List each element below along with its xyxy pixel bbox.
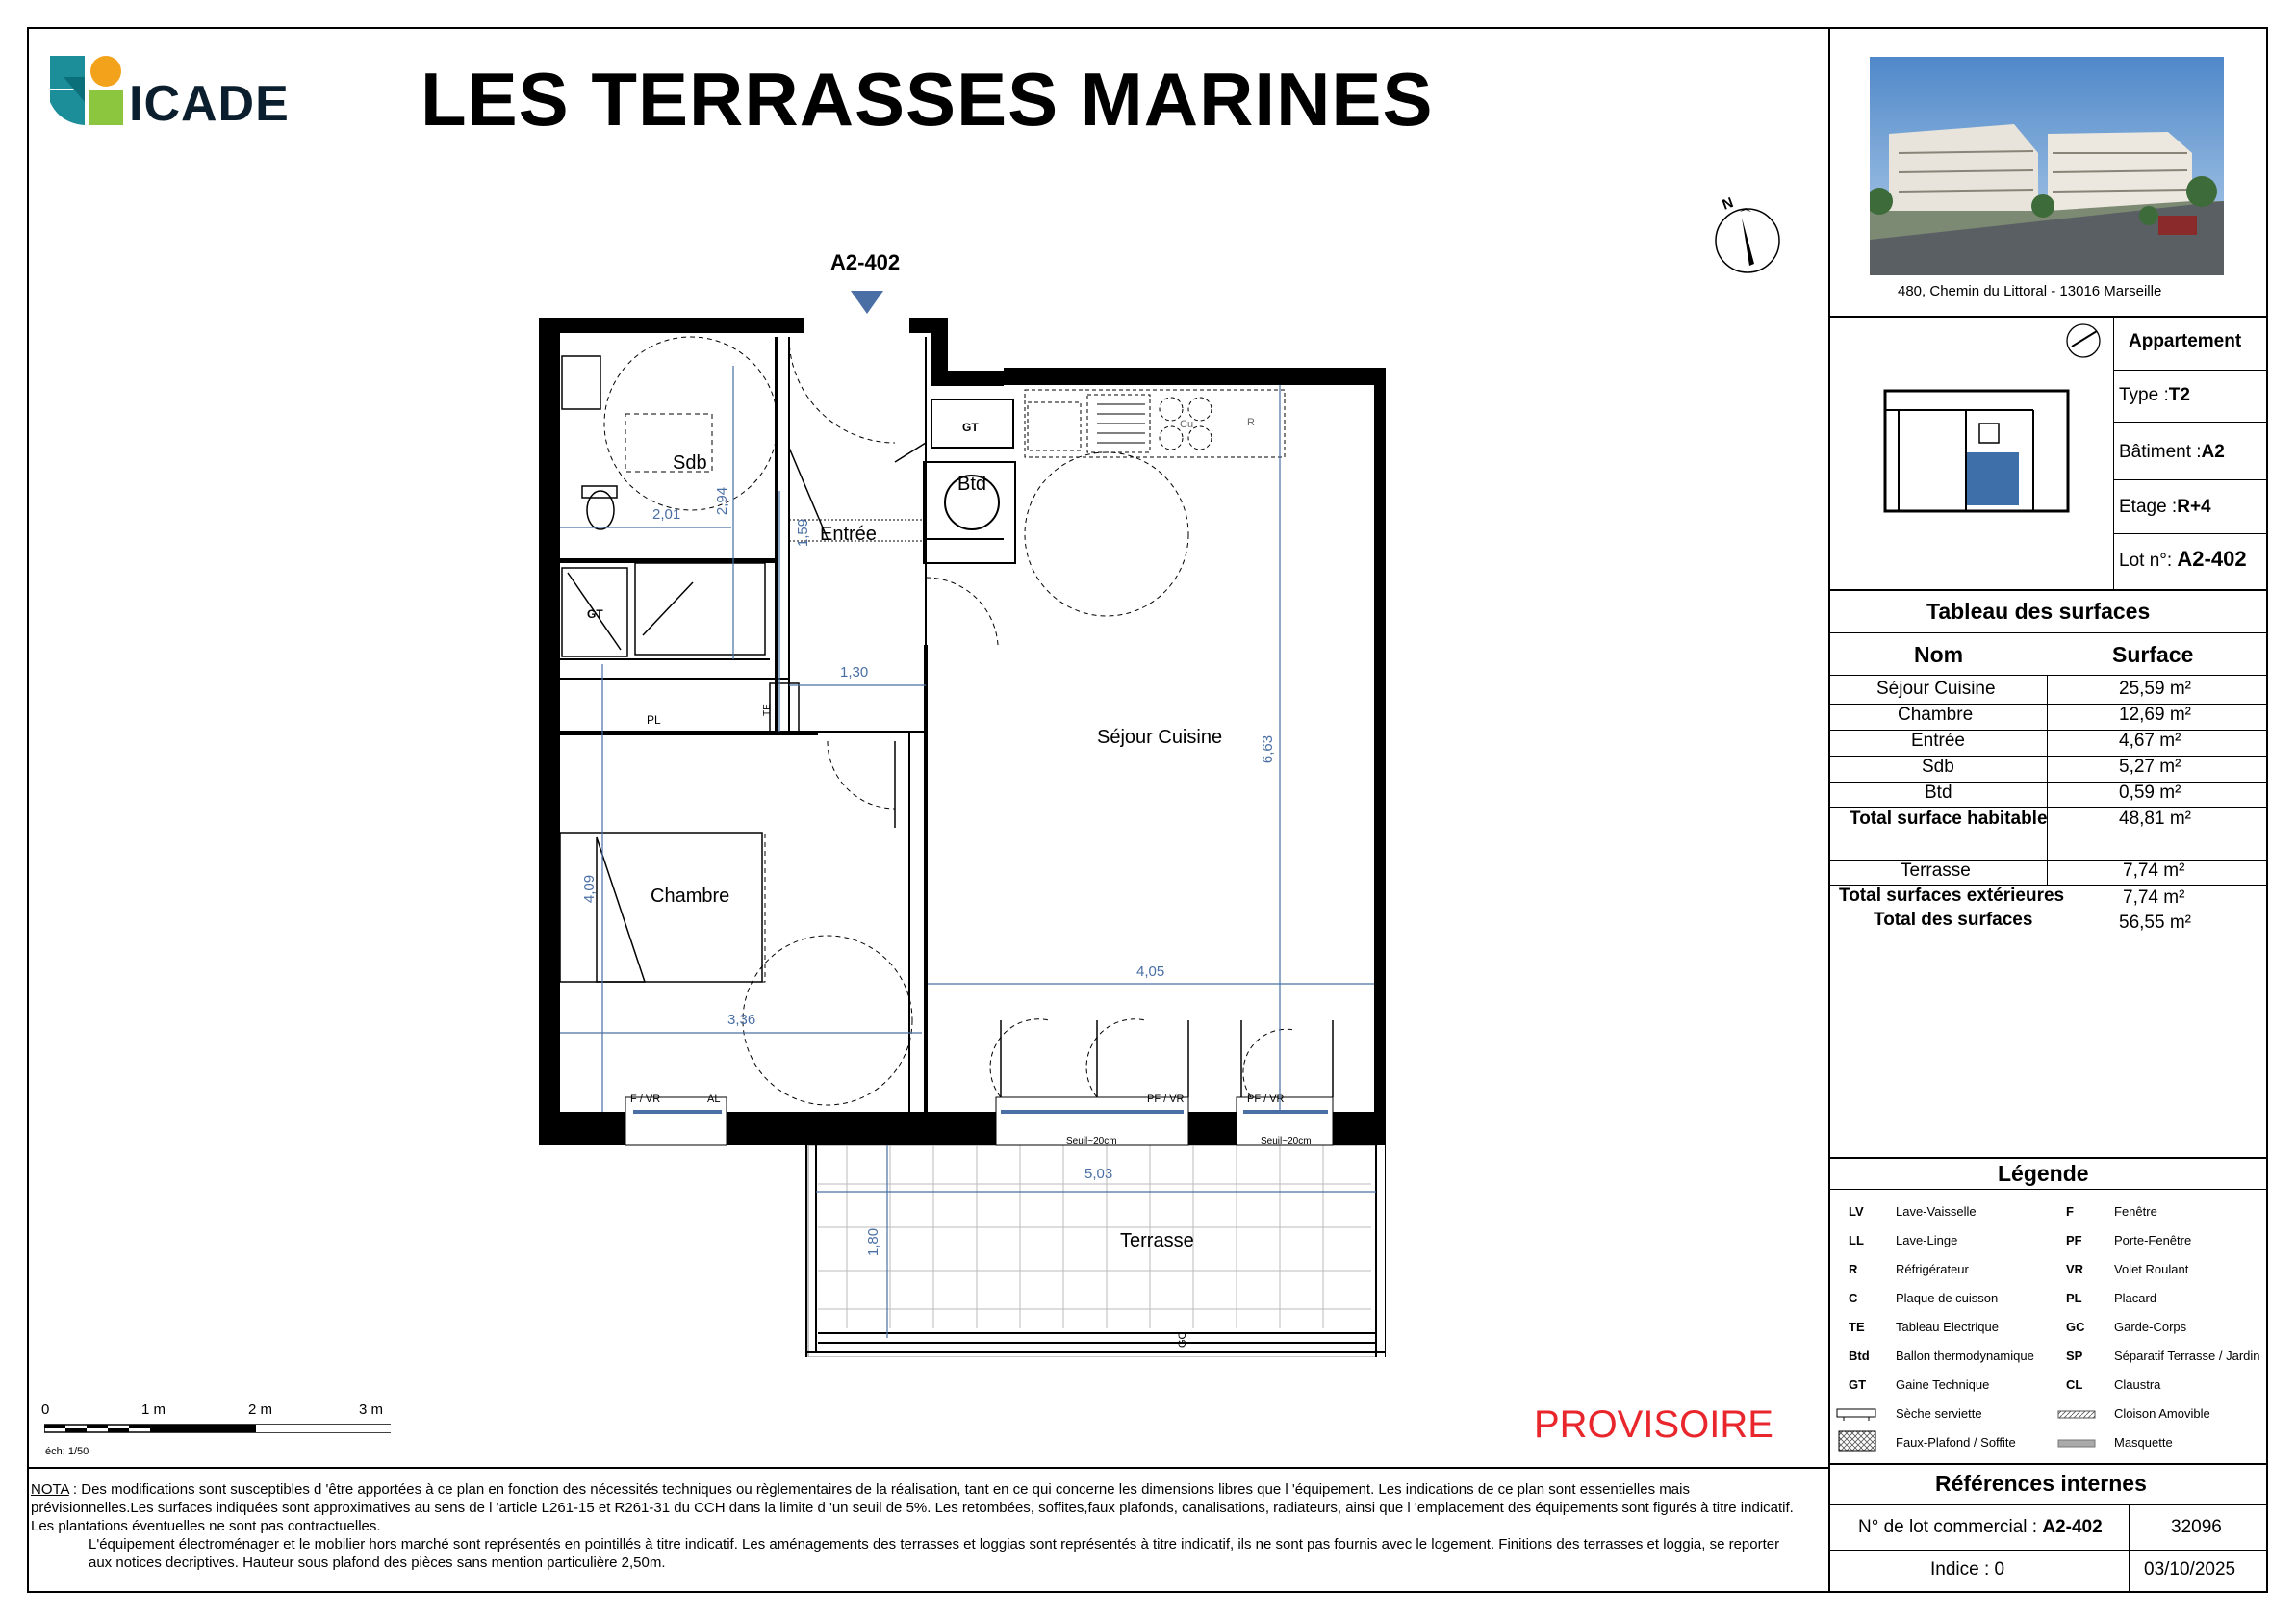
- batiment-field: [2119, 442, 2225, 463]
- surface-row-name: Entrée: [1911, 731, 1965, 751]
- line-surf-1: [1830, 632, 2268, 633]
- room-sdb: Sdb: [673, 452, 707, 474]
- surface-row-name: Chambre: [1898, 705, 1974, 725]
- scale-tick-3: 3 m: [359, 1401, 384, 1418]
- key-plan-north-icon: [2064, 321, 2103, 360]
- lot-marker-icon: [851, 291, 883, 314]
- legend-code: SP: [2066, 1349, 2083, 1363]
- ref-date: 03/10/2025: [2144, 1559, 2236, 1580]
- divider-apt-v: [2113, 317, 2114, 589]
- total-habitable-label: Total surface habitable: [1850, 809, 2048, 829]
- status-provisoire: PROVISOIRE: [1534, 1403, 1773, 1446]
- fridge-label: R: [1247, 417, 1255, 428]
- batiment-label: Bâtiment :: [2119, 442, 2202, 462]
- nota-divider: [27, 1467, 1828, 1469]
- cooktop-label: Cu: [1180, 419, 1194, 430]
- legend-code: CL: [2066, 1377, 2083, 1392]
- lot-marker-label: A2-402: [830, 250, 901, 274]
- legend-label: Fenêtre: [2114, 1204, 2157, 1219]
- room-entree: Entrée: [820, 524, 877, 545]
- faux-plafond-icon: [1838, 1430, 1876, 1452]
- line-legend: [1830, 1189, 2268, 1190]
- key-plan: [1879, 385, 2077, 520]
- legend-code: GC: [2066, 1320, 2085, 1334]
- surface-row-value: 0,59 m²: [2119, 783, 2181, 803]
- legend-code: VR: [2066, 1262, 2084, 1276]
- logo-mark-icon: [50, 54, 127, 131]
- total-ext-label: Total surfaces extérieures: [1839, 886, 2065, 906]
- surface-row-value: 12,69 m²: [2119, 705, 2191, 725]
- lot-field: [2119, 547, 2247, 572]
- line-apt-2: [2113, 422, 2268, 423]
- apartment-heading: Appartement: [2129, 331, 2242, 351]
- line-row: [1830, 704, 2268, 705]
- scale-tick-1: 1 m: [141, 1401, 166, 1418]
- line-surf-2: [1830, 675, 2268, 676]
- seuil-1: Seuil~20cm: [1066, 1136, 1117, 1146]
- nota-block: [31, 1480, 1801, 1572]
- line-ref-1: [1830, 1504, 2268, 1505]
- legend-code: Btd: [1849, 1349, 1870, 1363]
- total-value: 56,55 m²: [2119, 913, 2191, 933]
- legend-code: F: [2066, 1204, 2074, 1219]
- gt-label-sdb: GT: [587, 607, 603, 621]
- surfaces-heading: Tableau des surfaces: [1926, 599, 2151, 624]
- lot-value: A2-402: [2177, 547, 2247, 571]
- seuil-2: Seuil~20cm: [1261, 1136, 1312, 1146]
- dim-2-01: 2,01: [652, 506, 681, 523]
- line-row: [1830, 756, 2268, 757]
- line-row: [1830, 860, 2268, 861]
- legend-label: Cloison Amovible: [2114, 1406, 2210, 1421]
- etage-field: [2119, 497, 2211, 518]
- legend-label: Faux-Plafond / Soffite: [1896, 1435, 2016, 1450]
- legend-label: Garde-Corps: [2114, 1320, 2187, 1334]
- total-ext-value: 7,74 m²: [2123, 887, 2185, 908]
- divider-legend: [1828, 1157, 2268, 1159]
- legend-label: Réfrigérateur: [1896, 1262, 1969, 1276]
- legend-label: Masquette: [2114, 1435, 2173, 1450]
- etage-label: Etage :: [2119, 497, 2178, 517]
- svg-text:N: N: [1720, 194, 1736, 214]
- masquette-icon: [2057, 1439, 2096, 1449]
- line-ref-2: [1830, 1550, 2268, 1551]
- surface-row-value: 25,59 m²: [2119, 679, 2191, 699]
- gc-label: GC: [1177, 1331, 1188, 1348]
- dim-4-05: 4,05: [1136, 964, 1165, 980]
- surface-row-name: Btd: [1925, 783, 1952, 803]
- legend-label: Lave-Vaisselle: [1896, 1204, 1977, 1219]
- seche-serviette-icon: [1836, 1407, 1876, 1421]
- dim-3-36: 3,36: [727, 1012, 756, 1028]
- te-label: TE: [762, 704, 773, 716]
- terrasse-value: 7,74 m²: [2123, 861, 2185, 881]
- scale-tick-2: 2 m: [248, 1401, 273, 1418]
- ref-indice-field: [1930, 1559, 2004, 1581]
- type-field: [2119, 385, 2190, 406]
- nota-text: : Des modifications sont susceptibles d 'être apportées à ce plan en fonction des nécessités techniques ou règlementaires de la réalisation, tant en ce qui concerne les dimensions libres que l 'équipement. Les indications de ce plan sont essentielles mais prévisionnelles.Les surfaces indiquées sont approximatives au sens de l 'article L261-15 et R261-31 du CCH dans la limite d 'un seuil de 5%. Les retombées, soffites,faux plafonds, canalisations, radiateurs, ainsi que l 'emplacement des équipements sont figurés à titre indicatif. Les plantations éventuelles ne sont pas contractuelles.: [31, 1481, 1794, 1534]
- legend-label: Plaque de cuisson: [1896, 1291, 1999, 1305]
- icade-logo: [50, 54, 290, 132]
- dim-6-63: 6,63: [1260, 734, 1277, 764]
- legend-code: TE: [1849, 1320, 1865, 1334]
- legend-label: Volet Roulant: [2114, 1262, 2189, 1276]
- nota-label: NOTA: [31, 1481, 69, 1498]
- surface-row-value: 4,67 m²: [2119, 731, 2181, 751]
- references-heading: Références internes: [1935, 1471, 2147, 1496]
- surface-row-value: 5,27 m²: [2119, 757, 2181, 777]
- legend-label: Porte-Fenêtre: [2114, 1233, 2192, 1247]
- room-chambre: Chambre: [651, 886, 730, 907]
- north-arrow-icon: [1701, 189, 1788, 285]
- gt-label-btd: GT: [962, 421, 979, 434]
- legend-code: R: [1849, 1262, 1858, 1276]
- door-pfvr-2: PF / VR: [1247, 1093, 1285, 1105]
- building-photo: [1870, 57, 2224, 275]
- dim-2-94: 2,94: [714, 486, 731, 516]
- line-row: [1830, 807, 2268, 808]
- room-terrasse: Terrasse: [1120, 1230, 1194, 1251]
- legend-label: Gaine Technique: [1896, 1377, 1990, 1392]
- ref-lot-value: A2-402: [2042, 1517, 2103, 1537]
- ref-indice-label: Indice :: [1930, 1559, 1990, 1580]
- legend-heading: Légende: [1998, 1161, 2089, 1186]
- legend-label: Claustra: [2114, 1377, 2161, 1392]
- legend-code: PL: [2066, 1291, 2082, 1305]
- building-address: 480, Chemin du Littoral - 13016 Marseille: [1898, 283, 2162, 299]
- room-btd: Btd: [957, 474, 987, 495]
- surface-row-name: Sdb: [1922, 757, 1954, 777]
- legend-code: C: [1849, 1291, 1858, 1305]
- dim-1-80: 1,80: [865, 1227, 882, 1257]
- dim-1-30: 1,30: [840, 664, 869, 681]
- page-title: LES TERRASSES MARINES: [421, 57, 1434, 141]
- legend-label: Ballon thermodynamique: [1896, 1349, 2034, 1363]
- ref-code: 32096: [2171, 1517, 2222, 1537]
- type-label: Type :: [2119, 385, 2169, 405]
- legend-label: Tableau Electrique: [1896, 1320, 1999, 1334]
- terrasse-label: Terrasse: [1901, 861, 1971, 881]
- divider-surf-v: [2047, 675, 2048, 860]
- line-row: [1830, 730, 2268, 731]
- nota-text-2: L'équipement électroménager et le mobilier hors marché sont représentés en pointillés à titre indicatif. Les aménagements des terrasses et loggias sont représentés à titre indicatif, ils ne sont pas fournis avec le logement. Finitions des terrasses et loggia, se reporter aux notices decriptives. Hauteur sous plafond des pièces sans mention particulière 2,50m.: [89, 1536, 1780, 1571]
- ref-lot-label: N° de lot commercial :: [1858, 1517, 2038, 1537]
- legend-label: Sèche serviette: [1896, 1406, 1982, 1421]
- floor-plan: [520, 241, 1386, 1357]
- batiment-value: A2: [2201, 442, 2225, 462]
- line-apt-4: [2113, 533, 2268, 534]
- type-value: T2: [2168, 385, 2190, 405]
- total-label: Total des surfaces: [1874, 910, 2033, 930]
- legend-code: LV: [1849, 1204, 1864, 1219]
- ref-indice-value: 0: [1994, 1559, 2005, 1580]
- legend-label: Placard: [2114, 1291, 2157, 1305]
- divider-surf-v2: [2047, 860, 2048, 885]
- window-al: AL: [707, 1093, 721, 1105]
- window-fvr: F / VR: [630, 1093, 661, 1105]
- cloison-amovible-icon: [2057, 1410, 2096, 1420]
- scale-tick-0: 0: [41, 1401, 50, 1418]
- divider-references: [1828, 1463, 2268, 1465]
- dim-1-59: 1,59: [795, 518, 812, 548]
- legend-code: LL: [1849, 1233, 1864, 1247]
- legend-code: GT: [1849, 1377, 1867, 1392]
- scale-ratio: éch: 1/50: [45, 1446, 89, 1457]
- legend-label: Lave-Linge: [1896, 1233, 1958, 1247]
- door-pfvr-1: PF / VR: [1147, 1093, 1185, 1105]
- placard-label: PL: [647, 713, 661, 727]
- line-apt-1: [2113, 370, 2268, 371]
- etage-value: R+4: [2177, 497, 2211, 517]
- legend-code: PF: [2066, 1233, 2082, 1247]
- scale-bar: [44, 1421, 391, 1450]
- divider-surfaces: [1828, 589, 2268, 591]
- total-habitable-value: 48,81 m²: [2119, 809, 2191, 829]
- legend-label: Séparatif Terrasse / Jardin: [2114, 1349, 2260, 1363]
- col-surface: Surface: [2112, 642, 2194, 667]
- room-sejour: Séjour Cuisine: [1097, 727, 1223, 748]
- line-apt-3: [2113, 479, 2268, 480]
- dim-4-09: 4,09: [581, 874, 599, 904]
- lot-label: Lot n°:: [2119, 551, 2173, 571]
- logo-text: ICADE: [129, 76, 290, 132]
- ref-lot-field: [1858, 1517, 2103, 1538]
- line-row: [1830, 782, 2268, 783]
- divider-ref-v: [2129, 1504, 2130, 1593]
- surface-row-name: Séjour Cuisine: [1876, 679, 1996, 699]
- dim-5-03: 5,03: [1084, 1166, 1113, 1182]
- col-nom: Nom: [1914, 642, 1964, 667]
- divider-photo: [1828, 316, 2268, 318]
